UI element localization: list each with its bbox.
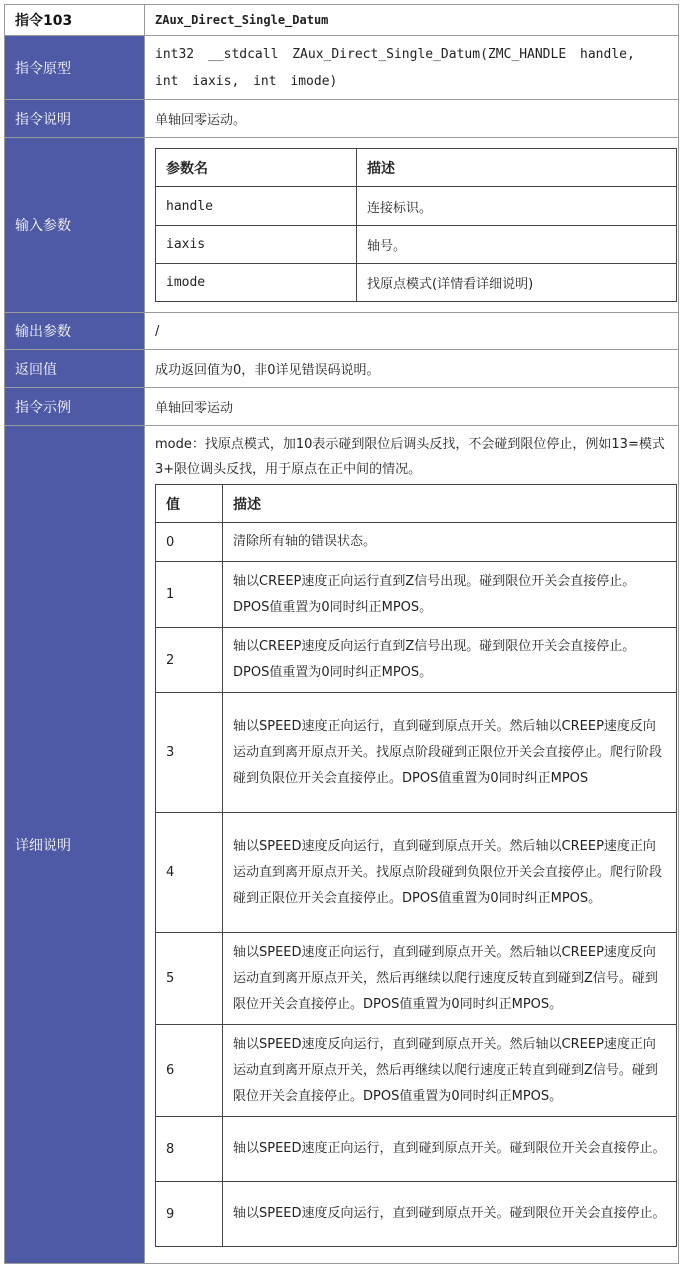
example-row <box>5 388 679 426</box>
mode-row <box>156 1025 677 1117</box>
modes-header-value: 值 <box>156 485 223 523</box>
mode-value: 4 <box>156 813 223 933</box>
mode-row <box>156 523 677 562</box>
mode-desc: 轴以SPEED速度反向运行，直到碰到原点开关。然后轴以CREEP速度正向运动直到离开原点开关。找原点阶段碰到负限位开关会直接停止。爬行阶段碰到正限位开关会直接停止。DPOS值重置为0同时纠正MPOS。 <box>223 813 677 933</box>
mode-row <box>156 1182 677 1247</box>
header-row <box>5 5 679 36</box>
api-doc-table <box>4 4 679 1266</box>
mode-value: 0 <box>156 523 223 562</box>
mode-desc: 轴以CREEP速度正向运行直到Z信号出现。碰到限位开关会直接停止。DPOS值重置为0同时纠正MPOS。 <box>223 562 677 628</box>
return-label: 返回值 <box>5 350 145 388</box>
param-desc: 轴号。 <box>357 226 677 264</box>
prototype-row <box>5 36 679 100</box>
mode-value: 2 <box>156 628 223 693</box>
command-id: 指令103 <box>5 5 145 36</box>
prototype-label: 指令原型 <box>5 36 145 100</box>
description-label: 指令说明 <box>5 100 145 138</box>
prototype-value: int32 __stdcall ZAux_Direct_Single_Datum(ZMC_HANDLE handle, int iaxis, int imode) <box>145 36 679 100</box>
input-params-cell <box>145 138 679 313</box>
mode-value: 8 <box>156 1117 223 1182</box>
command-name: ZAux_Direct_Single_Datum <box>145 5 679 36</box>
mode-row <box>156 813 677 933</box>
mode-row <box>156 562 677 628</box>
param-row <box>156 226 677 264</box>
mode-value: 1 <box>156 562 223 628</box>
params-table <box>155 148 677 302</box>
mode-note: mode：找原点模式，加10表示碰到限位后调头反找，不会碰到限位停止，例如13=模式3+限位调头反找，用于原点在正中间的情况。 <box>155 437 665 477</box>
output-row <box>5 313 679 350</box>
detail-label: 详细说明 <box>5 426 145 1264</box>
input-row <box>5 138 679 313</box>
mode-value: 9 <box>156 1182 223 1247</box>
param-name: handle <box>156 187 357 226</box>
mode-desc: 轴以SPEED速度正向运行，直到碰到原点开关。然后轴以CREEP速度反向运动直到离开原点开关。找原点阶段碰到正限位开关会直接停止。爬行阶段碰到负限位开关会直接停止。DPOS值重置为0同时纠正MPOS <box>223 693 677 813</box>
mode-row <box>156 1117 677 1182</box>
param-row <box>156 187 677 226</box>
detail-row <box>5 426 679 1264</box>
param-desc: 找原点模式(详情看详细说明) <box>357 264 677 302</box>
modes-header-row <box>156 485 677 523</box>
description-value: 单轴回零运动。 <box>145 100 679 138</box>
modes-table <box>155 484 677 1247</box>
mode-row <box>156 628 677 693</box>
mode-desc: 轴以SPEED速度反向运行，直到碰到原点开关。然后轴以CREEP速度正向运动直到离开原点开关，然后再继续以爬行速度正转直到碰到Z信号。碰到限位开关会直接停止。DPOS值重置为0同时纠正MPOS。 <box>223 1025 677 1117</box>
detail-cell <box>145 426 679 1264</box>
mode-desc: 轴以SPEED速度正向运行，直到碰到原点开关。碰到限位开关会直接停止。 <box>223 1117 677 1182</box>
mode-value: 3 <box>156 693 223 813</box>
modes-header-desc: 描述 <box>223 485 677 523</box>
params-header-desc: 描述 <box>357 149 677 187</box>
params-header-name: 参数名 <box>156 149 357 187</box>
mode-row <box>156 933 677 1025</box>
mode-value: 5 <box>156 933 223 1025</box>
example-label: 指令示例 <box>5 388 145 426</box>
input-label: 输入参数 <box>5 138 145 313</box>
param-row <box>156 264 677 302</box>
mode-desc: 轴以SPEED速度正向运行，直到碰到原点开关。然后轴以CREEP速度反向运动直到离开原点开关，然后再继续以爬行速度反转直到碰到Z信号。碰到限位开关会直接停止。DPOS值重置为0同时纠正MPOS。 <box>223 933 677 1025</box>
output-label: 输出参数 <box>5 313 145 350</box>
example-value: 单轴回零运动 <box>145 388 679 426</box>
mode-value: 6 <box>156 1025 223 1117</box>
return-value: 成功返回值为0，非0详见错误码说明。 <box>145 350 679 388</box>
return-row <box>5 350 679 388</box>
output-value: / <box>145 313 679 350</box>
mode-desc: 清除所有轴的错误状态。 <box>223 523 677 562</box>
params-header-row <box>156 149 677 187</box>
mode-row <box>156 693 677 813</box>
main-table <box>4 4 679 1264</box>
param-desc: 连接标识。 <box>357 187 677 226</box>
description-row <box>5 100 679 138</box>
mode-desc: 轴以CREEP速度反向运行直到Z信号出现。碰到限位开关会直接停止。DPOS值重置为0同时纠正MPOS。 <box>223 628 677 693</box>
param-name: imode <box>156 264 357 302</box>
mode-desc: 轴以SPEED速度反向运行，直到碰到原点开关。碰到限位开关会直接停止。 <box>223 1182 677 1247</box>
param-name: iaxis <box>156 226 357 264</box>
